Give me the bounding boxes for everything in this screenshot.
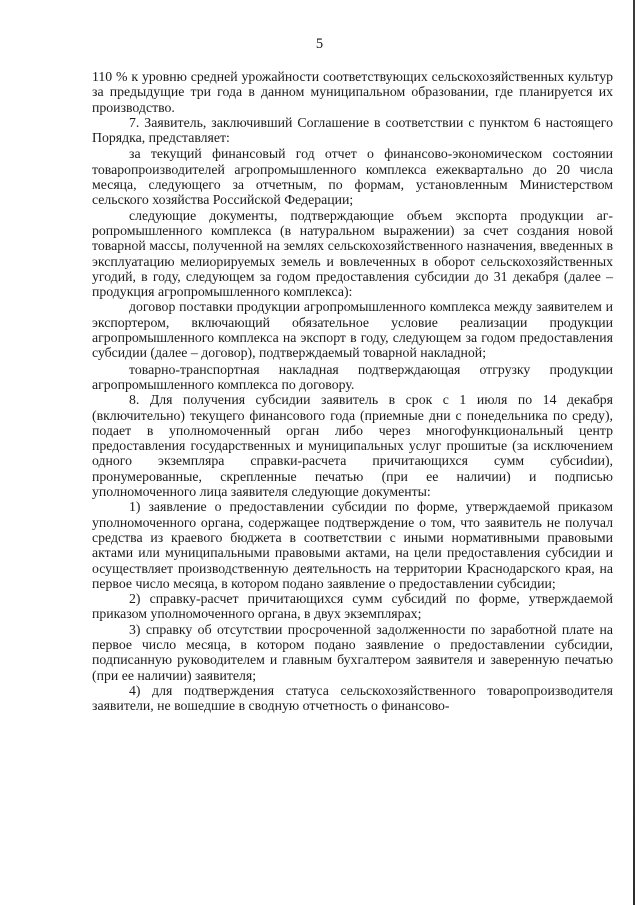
paragraph-item-3: 3) справку об отсутствии просроченной задолженности по заработной плате на первое число месяца, в котором подано заявление о предоставлении субсидии, подписанную руководителем и главным бухгалтером заявителя и заверенную печатью (при ее наличии) заявителя;	[92, 621, 613, 683]
paragraph-item-4: 4) для подтверждения статуса сельскохозяйственного товаропроизводителя заявители, не вошедшие в сводную отчетность о финансово-	[92, 682, 613, 714]
paragraph-continuation: 110 % к уровню средней урожайности соответствующих сельскохозяйственных культур за предыдущие три года в данном муниципальном образовании, где планируется их производство.	[92, 69, 613, 115]
paragraph-documents: следующие документы, подтверждающие объем экспорта продукции агропромышленного комплекса (в натуральном выражении) за счет создания новой товарной массы, полученной на землях сельскохозяйственного назначения, введенных в эксплуатацию мелиорируемых земель и вовлеченных в оборот сельскохозяйственных угодий, в году, следующем за годом предоставления субсидии до 31 декабря (далее – продукция агропромышленного комплекса):	[92, 207, 613, 300]
paragraph-report: за текущий финансовый год отчет о финансово-экономическом состоянии товаропроизводителей агропромышленного комплекса ежеквартально до 20 числа месяца, следующего за отчетным, по формам, установленным Министерством сельского хозяйства Российской Федерации;	[92, 146, 613, 208]
page-edge-shadow	[633, 0, 635, 905]
paragraph-clause-7: 7. Заявитель, заключивший Соглашение в соответствии с пунктом 6 настоящего Порядка, представляет:	[92, 114, 613, 146]
document-body	[92, 69, 613, 713]
page-number: 5	[315, 36, 324, 52]
paragraph-clause-8: 8. Для получения субсидии заявитель в срок с 1 июля по 14 декабря (включительно) текущего финансового года (приемные дни с понедельника по среду), подает в уполномоченный орган либо через многофункциональный центр предоставления государственных и муниципальных услуг прошитые (за исключением одного экземпляра справки-расчета причитающихся сумм субсиdии), пронумерованные, скрепленные печатью (при ее наличии) и подписью уполномоченного лица заявителя следующие документы:	[92, 392, 613, 500]
paragraph-waybill: товарно-транспортная накладная подтверждающая отгрузку продукции агропромышленного комплекса по договору.	[92, 361, 613, 392]
paragraph-contract: договор поставки продукции агропромышленного комплекса между заявителем и экспортером, включающий обязательное условие реализации продукции агропромышленного комплекса на экспорт в году, следующем за годом предоставления субсидии (далее – договор), подтверждаемый товарной накладной;	[92, 299, 613, 361]
paragraph-item-1: 1) заявление о предоставлении субсидии по форме, утверждаемой приказом уполномоченного органа, содержащее подтверждение о том, что заявитель не получал средства из краевого бюджета в соответствии с иными нормативными правовыми актами или муниципальными правовыми актами, на цели предоставления субсидии и осуществляет производственную деятельность на территории Краснодарского края, на первое число месяца, в котором подано заявление о предоставлении субсидии;	[92, 499, 613, 591]
paragraph-item-2: 2) справку-расчет причитающихся сумм субсидий по форме, утверждаемой приказом уполномоченного органа, в двух экземплярах;	[92, 591, 613, 622]
